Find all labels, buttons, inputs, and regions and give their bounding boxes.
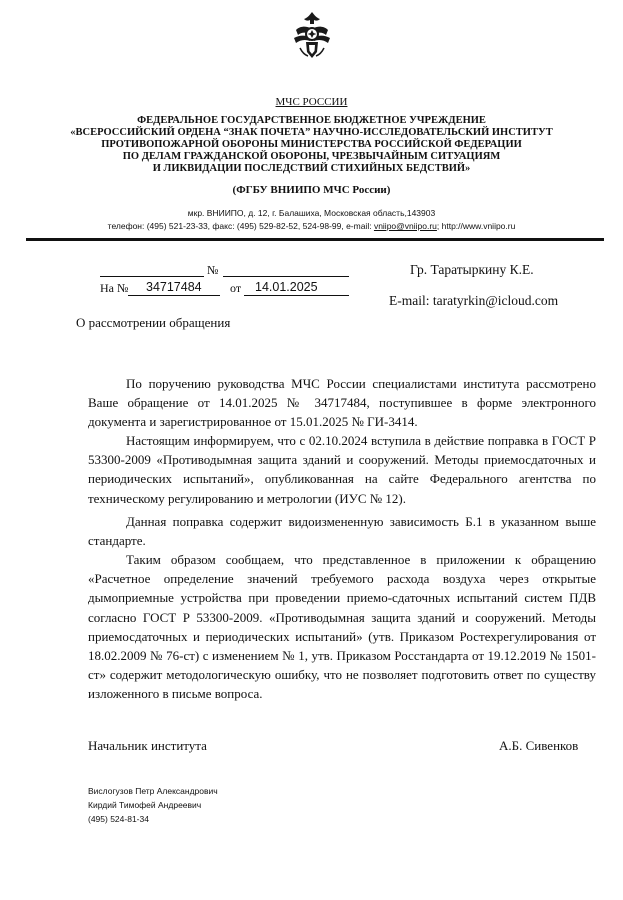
signatory-title: Начальник института — [88, 738, 207, 753]
incoming-date-line — [244, 295, 349, 296]
emchs-emblem-icon — [292, 8, 332, 62]
executor-phone: (495) 524-81-34 — [88, 814, 149, 824]
body-paragraph: Данная поправка содержит видоизмененную зависимость Б.1 в указанном выше стандарте. — [88, 514, 596, 549]
outgoing-number-sign: № — [207, 263, 219, 277]
body-paragraph: Таким образом сообщаем, что представленное в приложении к обращению «Расчетное определение значений требуемого расхода воздуха через открытые дымоприемные устройства при проведении приемо-сдаточных испытаний систем ПДВ согласно ГОСТ Р 53300-2009. «Противодымная защита зданий и сооружений. Методы приемосдаточных и периодических испытаний» (утв. Приказом Ростехрегулирования от 18.02.2009 № 76-ст) с изменением № 1, утв. Приказом Росстандарта от 19.12.2019 № 1501-ст» содержит методологическую ошибку, что не позволяет подготовить ответ по существу изложенного в письме вопроса. — [88, 552, 596, 702]
incoming-number-value: 34717484 — [146, 280, 202, 294]
contacts-website: ; http://www.vniipo.ru — [436, 221, 516, 231]
incoming-date-label: от — [230, 281, 242, 295]
body-paragraph: Настоящим информируем, что с 02.10.2024 вступила в действие поправка в ГОСТ Р 53300-2009 «Противодымная защита зданий и сооружений. Методы приемосдаточных и периодических испытаний», опубликованная на сайте Федерального агентства по техническому регулированию и метрологии (ИУС № 12). — [88, 433, 596, 506]
org-short-name: МЧС РОССИИ — [275, 96, 348, 108]
signatory-name: А.Б. Сивенков — [499, 738, 579, 753]
org-contacts — [0, 221, 623, 231]
incoming-number-label: На № — [100, 281, 129, 295]
org-full-line: ПРОТИВОПОЖАРНОЙ ОБОРОНЫ МИНИСТЕРСТВА РОССИЙСКОЙ ФЕДЕРАЦИИ — [101, 139, 522, 150]
body-paragraph: По поручению руководства МЧС России специалистами института рассмотрено Ваше обращение от 14.01.2025 № 34717484, поступившее в форме электронного документа и зарегистрированное от 15.01.2025 № ГИ-3414. — [88, 376, 596, 430]
org-address: мкр. ВНИИПО, д. 12, г. Балашиха, Московская область,143903 — [187, 208, 436, 218]
org-full-name — [60, 115, 563, 175]
incoming-number-line — [128, 295, 220, 296]
letter-subject: О рассмотрении обращения — [76, 315, 231, 330]
executor-name: Вислогузов Петр Александрович — [88, 786, 218, 796]
incoming-date-value: 14.01.2025 — [255, 280, 318, 294]
contacts-phones: телефон: (495) 521-23-33, факс: (495) 529-82-52, 524-98-99, e-mail: — [107, 221, 374, 231]
executor-name: Кирдий Тимофей Андреевич — [88, 800, 202, 810]
addressee-name: Гр. Таратыркину К.Е. — [410, 262, 534, 277]
outgoing-number-line — [100, 276, 204, 277]
org-full-line: «ВСЕРОССИЙСКИЙ ОРДЕНА “ЗНАК ПОЧЕТА” НАУЧНО-ИССЛЕДОВАТЕЛЬСКИЙ ИНСТИТУТ — [70, 127, 553, 138]
org-abbreviation: (ФГБУ ВНИИПО МЧС России) — [232, 184, 391, 196]
contacts-email-link[interactable]: vniipo@vniipo.ru — [373, 221, 437, 231]
letterhead-divider — [26, 238, 604, 241]
org-full-line: ФЕДЕРАЛЬНОЕ ГОСУДАРСТВЕННОЕ БЮДЖЕТНОЕ УЧРЕЖДЕНИЕ — [137, 115, 486, 126]
org-full-line: И ЛИКВИДАЦИИ ПОСЛЕДСТВИЙ СТИХИЙНЫХ БЕДСТВИЙ» — [152, 163, 471, 174]
outgoing-date-line — [223, 276, 349, 277]
org-full-line: ПО ДЕЛАМ ГРАЖДАНСКОЙ ОБОРОНЫ, ЧРЕЗВЫЧАЙНЫМ СИТУАЦИЯМ — [122, 151, 501, 162]
addressee-email: E-mail: taratyrkin@icloud.com — [389, 293, 559, 308]
